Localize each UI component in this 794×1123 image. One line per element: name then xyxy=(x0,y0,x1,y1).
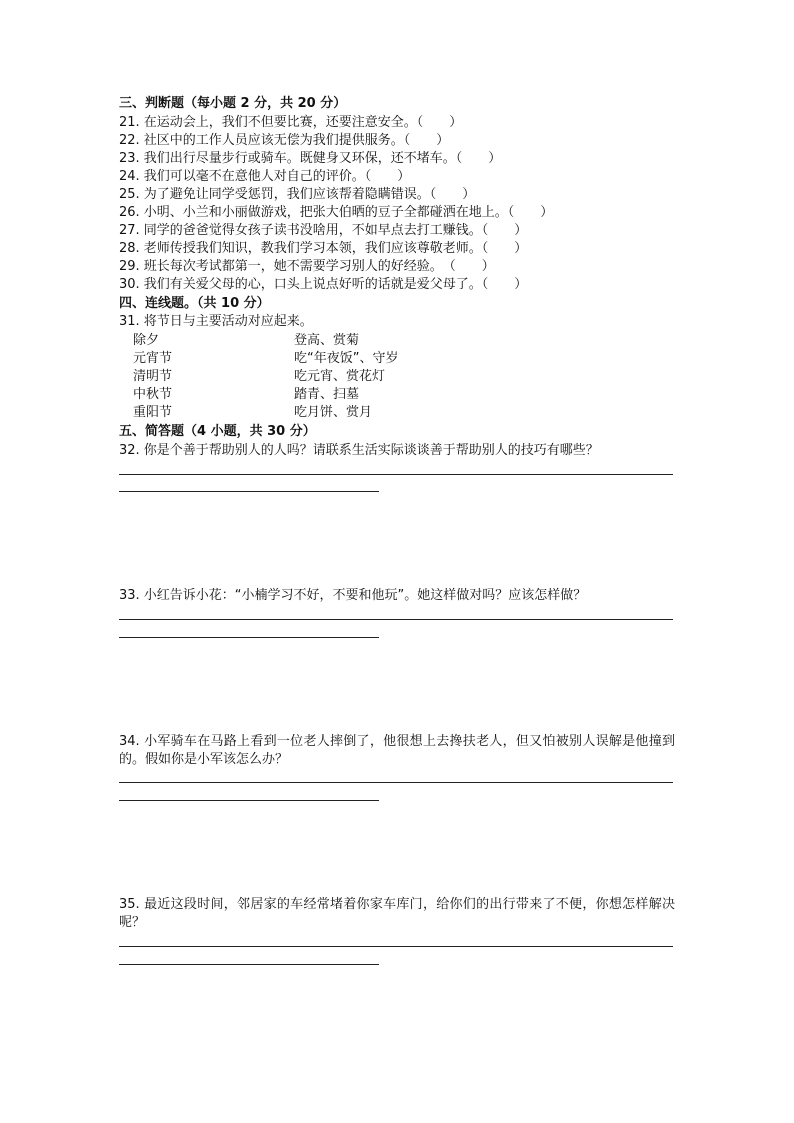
answer-line xyxy=(119,491,379,492)
question-34: 34. 小军骑车在马路上看到一位老人摔倒了，他很想上去搀扶老人，但又怕被别人误解是他撞到的。假如你是小军该怎么办？ xyxy=(119,734,675,767)
answer-line xyxy=(119,964,379,965)
question-31: 31. 将节日与主要活动对应起来。 xyxy=(119,314,313,329)
question-22: 22. 社区中的工作人员应该无偿为我们提供服务。（ ） xyxy=(119,133,450,148)
activity-item: 吃元宵、赏花灯 xyxy=(294,369,386,384)
answer-line xyxy=(119,619,673,620)
question-24: 24. 我们可以毫不在意他人对自己的评价。（ ） xyxy=(119,169,411,184)
section-heading-true-false: 三、判断题（每小题 2 分，共 20 分） xyxy=(119,96,347,111)
festival-item: 中秋节 xyxy=(133,387,173,402)
answer-line xyxy=(119,800,379,801)
activity-item: 吃“年夜饭”、守岁 xyxy=(294,351,399,366)
answer-line xyxy=(119,474,673,475)
section-heading-matching: 四、连线题。（共 10 分） xyxy=(119,296,270,311)
activity-item: 吃月饼、赏月 xyxy=(294,405,373,420)
festival-item: 清明节 xyxy=(133,369,173,384)
answer-line xyxy=(119,637,379,638)
answer-line xyxy=(119,782,673,783)
festival-item: 除夕 xyxy=(133,333,160,348)
question-29: 29. 班长每次考试都第一，她不需要学习别人的好经验。 （ ） xyxy=(119,259,495,274)
question-25: 25. 为了避免让同学受惩罚，我们应该帮着隐瞒错误。（ ） xyxy=(119,187,476,202)
answer-line xyxy=(119,946,673,947)
question-30: 30. 我们有关爱父母的心，口头上说点好听的话就是爱父母了。（ ） xyxy=(119,277,528,292)
question-32: 32. 你是个善于帮助别人的人吗？请联系生活实际谈谈善于帮助别人的技巧有哪些？ xyxy=(119,443,599,458)
section-heading-short-answer: 五、简答题（4 小题，共 30 分） xyxy=(119,424,316,439)
festival-item: 元宵节 xyxy=(133,351,173,366)
activity-item: 登高、赏菊 xyxy=(294,333,360,348)
question-28: 28. 老师传授我们知识，教我们学习本领，我们应该尊敬老师。（ ） xyxy=(119,241,528,256)
question-26: 26. 小明、小兰和小丽做游戏，把张大伯晒的豆子全都碰洒在地上。（ ） xyxy=(119,205,554,220)
question-21: 21. 在运动会上，我们不但要比赛，还要注意安全。（ ） xyxy=(119,115,463,130)
question-33: 33. 小红告诉小花：“小楠学习不好，不要和他玩”。她这样做对吗？应该怎样做？ xyxy=(119,588,587,603)
question-35: 35. 最近这段时间，邻居家的车经常堵着你家车库门，给你们的出行带来了不便，你想怎样解决呢？ xyxy=(119,897,675,930)
festival-item: 重阳节 xyxy=(133,405,173,420)
activity-item: 踏青、扫墓 xyxy=(294,387,360,402)
question-23: 23. 我们出行尽量步行或骑车。既健身又环保，还不堵车。（ ） xyxy=(119,151,502,166)
question-27: 27. 同学的爸爸觉得女孩子读书没啥用，不如早点去打工赚钱。（ ） xyxy=(119,223,528,238)
